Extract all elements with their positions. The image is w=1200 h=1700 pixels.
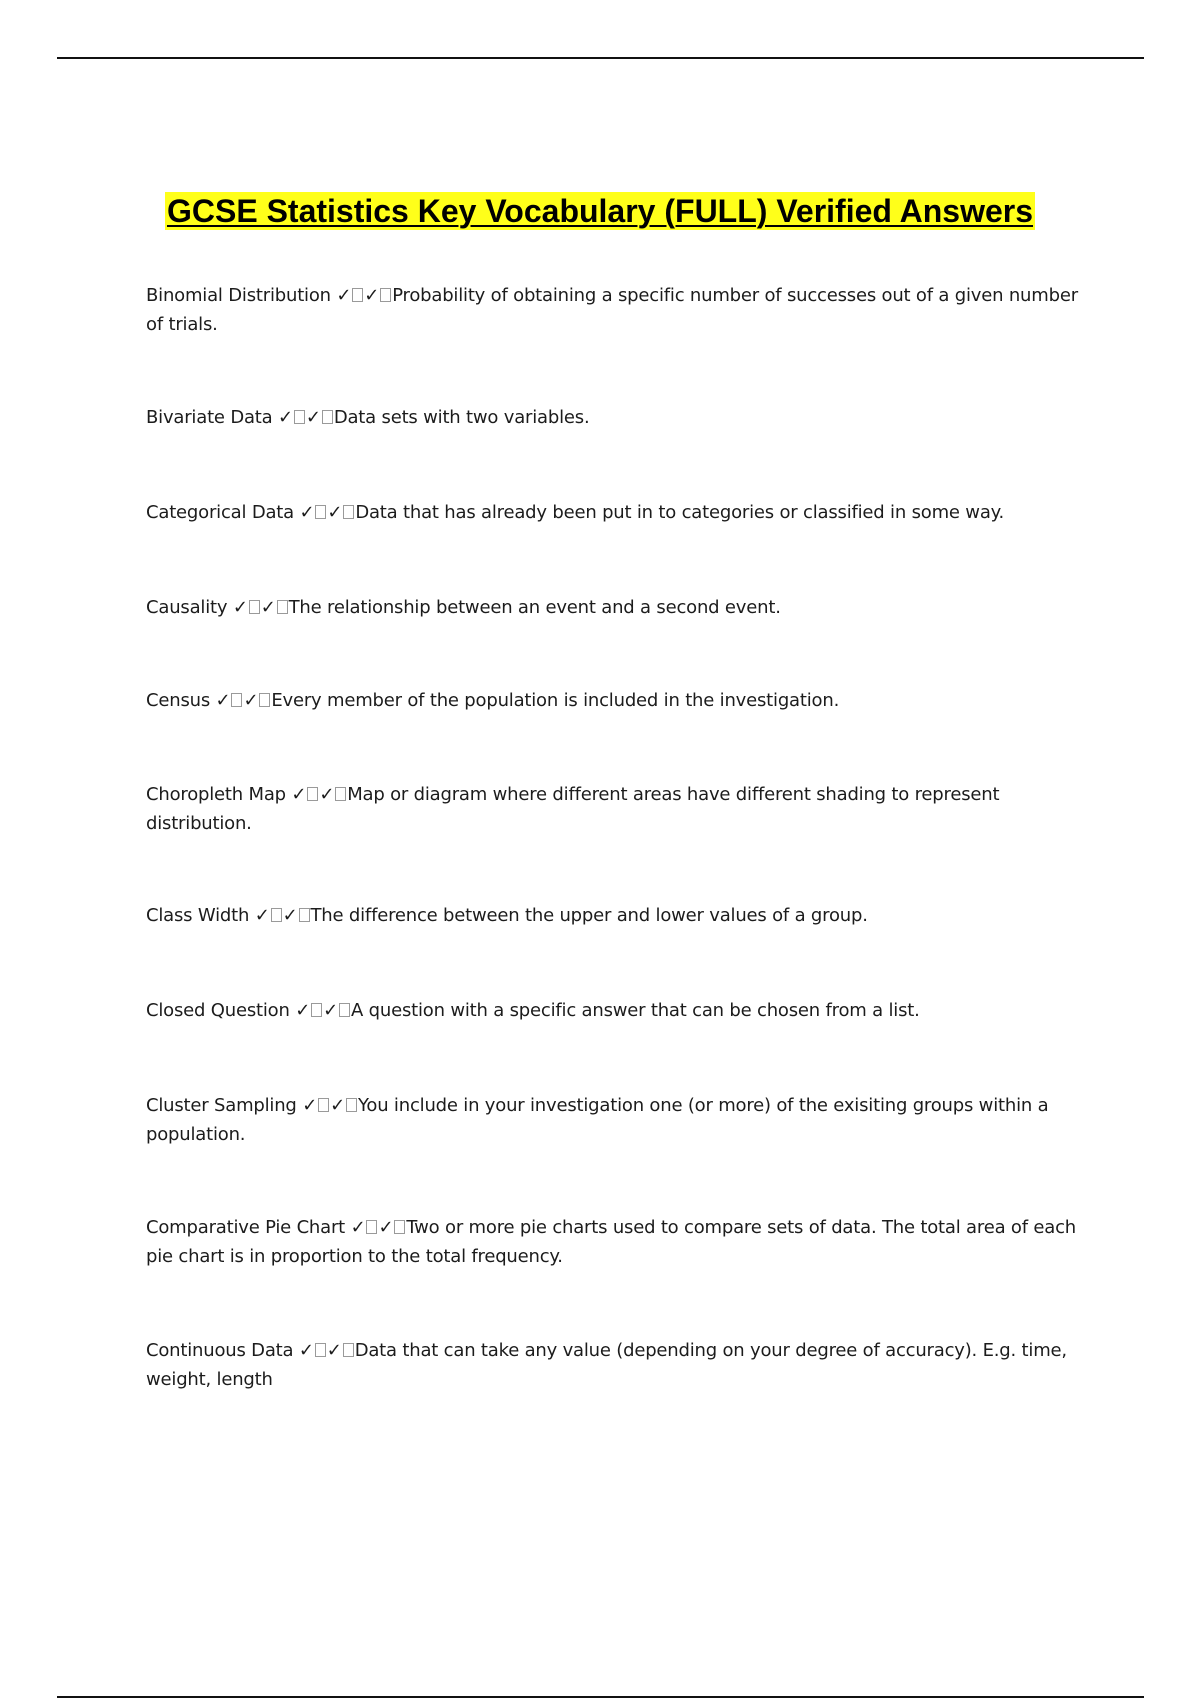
box-icon: [277, 600, 288, 614]
check-icon: ✓: [378, 1217, 394, 1238]
box-icon: [294, 410, 305, 424]
box-icon: [394, 1220, 405, 1234]
page-title: GCSE Statistics Key Vocabulary (FULL) Verified Answers: [166, 193, 1034, 229]
box-icon: [343, 1343, 354, 1357]
check-icon: ✓: [336, 285, 352, 306]
bottom-rule: [57, 1696, 1144, 1698]
check-icon: ✓: [278, 407, 293, 428]
check-icon: ✓: [364, 285, 380, 306]
entry-term: Comparative Pie Chart: [146, 1217, 346, 1238]
box-icon: [346, 1098, 357, 1112]
check-icon: ✓: [232, 597, 248, 618]
vocab-entry-census: [146, 686, 1096, 715]
entry-definition: Data that can take any value (depending on your degree of accuracy). E.g. time, weight, length: [146, 1340, 1067, 1390]
top-rule: [57, 57, 1144, 59]
check-icon: ✓: [291, 784, 307, 805]
box-icon: [322, 410, 333, 424]
check-icon: ✓: [215, 690, 231, 711]
check-icon: ✓: [260, 597, 276, 618]
vocab-entry-categorical-data: [146, 498, 1096, 527]
vocab-entry-binomial-distribution: [146, 281, 1096, 339]
box-icon: [335, 787, 346, 801]
entry-definition: Map or diagram where different areas have different shading to represent distribution.: [146, 784, 1000, 834]
entry-term: Binomial Distribution: [146, 285, 331, 306]
check-icon: ✓: [323, 1000, 339, 1021]
vocab-entry-causality: [146, 593, 1096, 622]
box-icon: [380, 288, 391, 302]
entry-term: Bivariate Data: [146, 407, 273, 428]
check-icon: ✓: [298, 1340, 314, 1361]
check-icon: ✓: [350, 1217, 366, 1238]
check-icon: ✓: [302, 1095, 318, 1116]
check-icon: ✓: [243, 690, 259, 711]
entry-term: Choropleth Map: [146, 784, 286, 805]
check-icon: ✓: [327, 502, 343, 523]
entry-term: Class Width: [146, 905, 250, 926]
box-icon: [343, 505, 354, 519]
vocab-entry-comparative-pie-chart: [146, 1213, 1096, 1271]
check-icon: ✓: [295, 1000, 311, 1021]
check-icon: ✓: [319, 784, 335, 805]
entry-definition: The difference between the upper and lower values of a group.: [310, 905, 868, 926]
vocab-entry-choropleth-map: [146, 780, 1096, 838]
vocab-entry-continuous-data: [146, 1336, 1096, 1394]
box-icon: [271, 908, 282, 922]
check-icon: ✓: [299, 502, 315, 523]
check-icon: ✓: [305, 407, 321, 428]
box-icon: [249, 600, 260, 614]
box-icon: [299, 908, 310, 922]
check-icon: ✓: [254, 905, 270, 926]
entry-definition: Data sets with two variables.: [333, 407, 590, 428]
entry-definition: Every member of the population is included in the investigation.: [271, 690, 840, 711]
vocab-entry-bivariate-data: [146, 403, 1096, 432]
entry-term: Cluster Sampling: [146, 1095, 297, 1116]
entry-definition: Probability of obtaining a specific number of successes out of a given number of trials.: [146, 285, 1078, 335]
entry-term: Categorical Data: [146, 502, 294, 523]
entry-definition: You include in your investigation one (or more) of the exisiting groups within a population.: [146, 1095, 1049, 1145]
box-icon: [366, 1220, 377, 1234]
check-icon: ✓: [330, 1095, 345, 1116]
vocab-entry-closed-question: [146, 996, 1096, 1025]
check-icon: ✓: [326, 1340, 342, 1361]
title-container: [0, 192, 1200, 230]
check-icon: ✓: [282, 905, 298, 926]
box-icon: [339, 1003, 350, 1017]
entry-term: Closed Question: [146, 1000, 290, 1021]
box-icon: [352, 288, 363, 302]
vocab-entry-cluster-sampling: [146, 1091, 1096, 1149]
vocab-entry-class-width: [146, 901, 1096, 930]
box-icon: [307, 787, 318, 801]
entry-term: Continuous Data: [146, 1340, 294, 1361]
box-icon: [315, 505, 326, 519]
entry-definition: Data that has already been put in to categories or classified in some way.: [355, 502, 1005, 523]
box-icon: [231, 693, 242, 707]
box-icon: [311, 1003, 322, 1017]
entry-term: Causality: [146, 597, 228, 618]
entry-definition: The relationship between an event and a second event.: [288, 597, 781, 618]
entry-definition: A question with a specific answer that can be chosen from a list.: [351, 1000, 920, 1021]
box-icon: [318, 1098, 329, 1112]
box-icon: [259, 693, 270, 707]
entry-term: Census: [146, 690, 211, 711]
box-icon: [315, 1343, 326, 1357]
entry-definition: Two or more pie charts used to compare sets of data. The total area of each pie chart is in proportion to the total frequency.: [146, 1217, 1077, 1267]
